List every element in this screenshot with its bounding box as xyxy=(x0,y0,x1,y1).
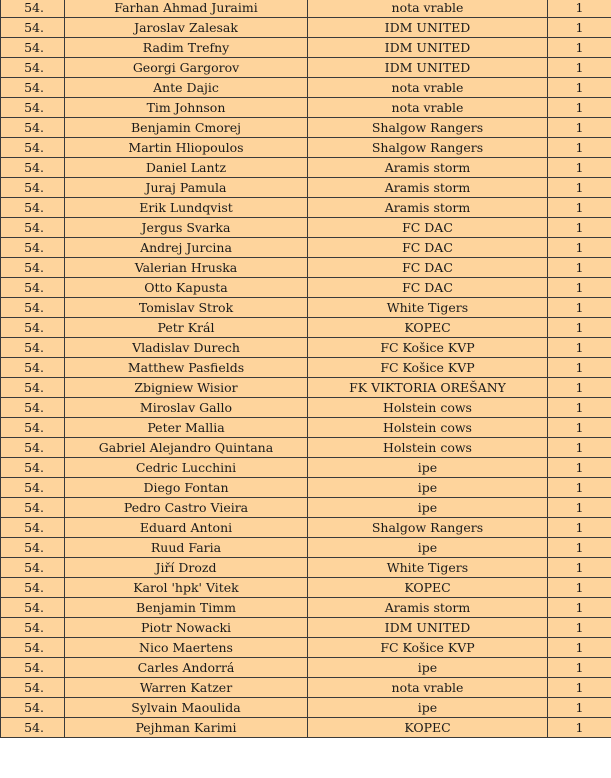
rank-cell: 54. xyxy=(1,0,65,18)
rank-cell: 54. xyxy=(1,218,65,238)
team-name-cell: Aramis storm xyxy=(308,598,548,618)
team-name-cell: FK VIKTORIA OREŠANY xyxy=(308,378,548,398)
goals-cell: 1 xyxy=(548,298,611,318)
table-row xyxy=(1,638,611,658)
player-name-cell: Vladislav Durech xyxy=(65,338,308,358)
team-name-cell: White Tigers xyxy=(308,298,548,318)
player-name-cell: Erik Lundqvist xyxy=(65,198,308,218)
table-row xyxy=(1,358,611,378)
goals-cell: 1 xyxy=(548,238,611,258)
team-name-cell: Shalgow Rangers xyxy=(308,118,548,138)
team-name-cell: Holstein cows xyxy=(308,438,548,458)
player-name-cell: Georgi Gargorov xyxy=(65,58,308,78)
goals-cell: 1 xyxy=(548,458,611,478)
table-row xyxy=(1,278,611,298)
rank-cell: 54. xyxy=(1,378,65,398)
table-row xyxy=(1,118,611,138)
team-name-cell: FC Košice KVP xyxy=(308,338,548,358)
rank-cell: 54. xyxy=(1,478,65,498)
rank-cell: 54. xyxy=(1,418,65,438)
rank-cell: 54. xyxy=(1,338,65,358)
table-row xyxy=(1,478,611,498)
table-row xyxy=(1,558,611,578)
team-name-cell: ipe xyxy=(308,658,548,678)
player-name-cell: Pedro Castro Vieira xyxy=(65,498,308,518)
goals-cell: 1 xyxy=(548,618,611,638)
rank-cell: 54. xyxy=(1,558,65,578)
team-name-cell: Aramis storm xyxy=(308,158,548,178)
team-name-cell: nota vrable xyxy=(308,78,548,98)
table-row xyxy=(1,138,611,158)
table-row xyxy=(1,338,611,358)
table-row xyxy=(1,438,611,458)
rank-cell: 54. xyxy=(1,318,65,338)
rank-cell: 54. xyxy=(1,718,65,738)
rank-cell: 54. xyxy=(1,38,65,58)
player-name-cell: Benjamin Timm xyxy=(65,598,308,618)
rank-cell: 54. xyxy=(1,138,65,158)
player-name-cell: Matthew Pasfields xyxy=(65,358,308,378)
goals-cell: 1 xyxy=(548,78,611,98)
goals-cell: 1 xyxy=(548,598,611,618)
player-name-cell: Peter Mallia xyxy=(65,418,308,438)
player-name-cell: Karol 'hpk' Vitek xyxy=(65,578,308,598)
goals-cell: 1 xyxy=(548,118,611,138)
table-row xyxy=(1,58,611,78)
team-name-cell: FC DAC xyxy=(308,238,548,258)
table-row xyxy=(1,618,611,638)
goals-cell: 1 xyxy=(548,0,611,18)
player-name-cell: Diego Fontan xyxy=(65,478,308,498)
rank-cell: 54. xyxy=(1,498,65,518)
table-row xyxy=(1,178,611,198)
player-name-cell: Benjamin Cmorej xyxy=(65,118,308,138)
player-name-cell: Valerian Hruska xyxy=(65,258,308,278)
team-name-cell: FC DAC xyxy=(308,278,548,298)
goals-cell: 1 xyxy=(548,518,611,538)
player-name-cell: Pejhman Karimi xyxy=(65,718,308,738)
player-name-cell: Jaroslav Zalesak xyxy=(65,18,308,38)
team-name-cell: FC Košice KVP xyxy=(308,358,548,378)
team-name-cell: IDM UNITED xyxy=(308,618,548,638)
player-name-cell: Sylvain Maoulida xyxy=(65,698,308,718)
goals-cell: 1 xyxy=(548,658,611,678)
player-name-cell: Warren Katzer xyxy=(65,678,308,698)
scorers-table-body xyxy=(1,0,611,738)
rank-cell: 54. xyxy=(1,78,65,98)
goals-cell: 1 xyxy=(548,218,611,238)
player-name-cell: Petr Král xyxy=(65,318,308,338)
table-row xyxy=(1,658,611,678)
player-name-cell: Andrej Jurcina xyxy=(65,238,308,258)
goals-cell: 1 xyxy=(548,338,611,358)
rank-cell: 54. xyxy=(1,538,65,558)
goals-cell: 1 xyxy=(548,478,611,498)
goals-cell: 1 xyxy=(548,638,611,658)
player-name-cell: Martin Hliopoulos xyxy=(65,138,308,158)
rank-cell: 54. xyxy=(1,438,65,458)
goals-cell: 1 xyxy=(548,318,611,338)
team-name-cell: Aramis storm xyxy=(308,178,548,198)
team-name-cell: IDM UNITED xyxy=(308,18,548,38)
player-name-cell: Tim Johnson xyxy=(65,98,308,118)
player-name-cell: Farhan Ahmad Juraimi xyxy=(65,0,308,18)
goals-cell: 1 xyxy=(548,438,611,458)
player-name-cell: Juraj Pamula xyxy=(65,178,308,198)
rank-cell: 54. xyxy=(1,118,65,138)
player-name-cell: Eduard Antoni xyxy=(65,518,308,538)
rank-cell: 54. xyxy=(1,458,65,478)
table-row xyxy=(1,538,611,558)
rank-cell: 54. xyxy=(1,598,65,618)
goals-cell: 1 xyxy=(548,258,611,278)
team-name-cell: ipe xyxy=(308,698,548,718)
goals-cell: 1 xyxy=(548,98,611,118)
rank-cell: 54. xyxy=(1,158,65,178)
player-name-cell: Carles Andorrá xyxy=(65,658,308,678)
rank-cell: 54. xyxy=(1,278,65,298)
player-name-cell: Nico Maertens xyxy=(65,638,308,658)
team-name-cell: nota vrable xyxy=(308,0,548,18)
team-name-cell: ipe xyxy=(308,498,548,518)
goals-cell: 1 xyxy=(548,718,611,738)
team-name-cell: ipe xyxy=(308,458,548,478)
goals-cell: 1 xyxy=(548,538,611,558)
rank-cell: 54. xyxy=(1,98,65,118)
table-row xyxy=(1,158,611,178)
player-name-cell: Cedric Lucchini xyxy=(65,458,308,478)
table-row xyxy=(1,98,611,118)
team-name-cell: Holstein cows xyxy=(308,418,548,438)
rank-cell: 54. xyxy=(1,178,65,198)
player-name-cell: Otto Kapusta xyxy=(65,278,308,298)
rank-cell: 54. xyxy=(1,298,65,318)
table-row xyxy=(1,218,611,238)
table-row xyxy=(1,0,611,18)
rank-cell: 54. xyxy=(1,678,65,698)
goals-cell: 1 xyxy=(548,138,611,158)
rank-cell: 54. xyxy=(1,658,65,678)
rank-cell: 54. xyxy=(1,518,65,538)
goals-cell: 1 xyxy=(548,158,611,178)
table-row xyxy=(1,238,611,258)
player-name-cell: Piotr Nowacki xyxy=(65,618,308,638)
goals-cell: 1 xyxy=(548,558,611,578)
table-row xyxy=(1,298,611,318)
table-row xyxy=(1,398,611,418)
table-row xyxy=(1,458,611,478)
rank-cell: 54. xyxy=(1,58,65,78)
table-row xyxy=(1,318,611,338)
team-name-cell: Holstein cows xyxy=(308,398,548,418)
player-name-cell: Ruud Faria xyxy=(65,538,308,558)
table-row xyxy=(1,598,611,618)
table-row xyxy=(1,258,611,278)
table-row xyxy=(1,678,611,698)
goals-cell: 1 xyxy=(548,578,611,598)
goals-cell: 1 xyxy=(548,498,611,518)
player-name-cell: Ante Dajic xyxy=(65,78,308,98)
rank-cell: 54. xyxy=(1,638,65,658)
rank-cell: 54. xyxy=(1,198,65,218)
table-row xyxy=(1,718,611,738)
rank-cell: 54. xyxy=(1,18,65,38)
player-name-cell: Radim Trefny xyxy=(65,38,308,58)
team-name-cell: KOPEC xyxy=(308,718,548,738)
table-row xyxy=(1,498,611,518)
team-name-cell: Shalgow Rangers xyxy=(308,138,548,158)
rank-cell: 54. xyxy=(1,618,65,638)
rank-cell: 54. xyxy=(1,398,65,418)
team-name-cell: KOPEC xyxy=(308,318,548,338)
goals-cell: 1 xyxy=(548,358,611,378)
team-name-cell: IDM UNITED xyxy=(308,58,548,78)
team-name-cell: FC DAC xyxy=(308,258,548,278)
rank-cell: 54. xyxy=(1,258,65,278)
team-name-cell: White Tigers xyxy=(308,558,548,578)
goals-cell: 1 xyxy=(548,198,611,218)
table-row xyxy=(1,198,611,218)
goals-cell: 1 xyxy=(548,178,611,198)
player-name-cell: Zbigniew Wisior xyxy=(65,378,308,398)
goals-cell: 1 xyxy=(548,398,611,418)
goals-cell: 1 xyxy=(548,278,611,298)
table-row xyxy=(1,418,611,438)
goals-cell: 1 xyxy=(548,418,611,438)
table-row xyxy=(1,698,611,718)
rank-cell: 54. xyxy=(1,238,65,258)
team-name-cell: ipe xyxy=(308,538,548,558)
rank-cell: 54. xyxy=(1,358,65,378)
team-name-cell: Aramis storm xyxy=(308,198,548,218)
goals-cell: 1 xyxy=(548,18,611,38)
player-name-cell: Jergus Svarka xyxy=(65,218,308,238)
table-row xyxy=(1,18,611,38)
player-name-cell: Gabriel Alejandro Quintana xyxy=(65,438,308,458)
rank-cell: 54. xyxy=(1,698,65,718)
goals-cell: 1 xyxy=(548,58,611,78)
goals-cell: 1 xyxy=(548,678,611,698)
goals-cell: 1 xyxy=(548,378,611,398)
player-name-cell: Jiří Drozd xyxy=(65,558,308,578)
table-row xyxy=(1,78,611,98)
table-row xyxy=(1,378,611,398)
table-row xyxy=(1,518,611,538)
table-row xyxy=(1,38,611,58)
team-name-cell: nota vrable xyxy=(308,678,548,698)
player-name-cell: Daniel Lantz xyxy=(65,158,308,178)
team-name-cell: Shalgow Rangers xyxy=(308,518,548,538)
team-name-cell: nota vrable xyxy=(308,98,548,118)
team-name-cell: ipe xyxy=(308,478,548,498)
team-name-cell: FC DAC xyxy=(308,218,548,238)
table-row xyxy=(1,578,611,598)
player-name-cell: Tomislav Strok xyxy=(65,298,308,318)
goals-cell: 1 xyxy=(548,38,611,58)
goals-cell: 1 xyxy=(548,698,611,718)
rank-cell: 54. xyxy=(1,578,65,598)
team-name-cell: FC Košice KVP xyxy=(308,638,548,658)
team-name-cell: IDM UNITED xyxy=(308,38,548,58)
team-name-cell: KOPEC xyxy=(308,578,548,598)
player-name-cell: Miroslav Gallo xyxy=(65,398,308,418)
